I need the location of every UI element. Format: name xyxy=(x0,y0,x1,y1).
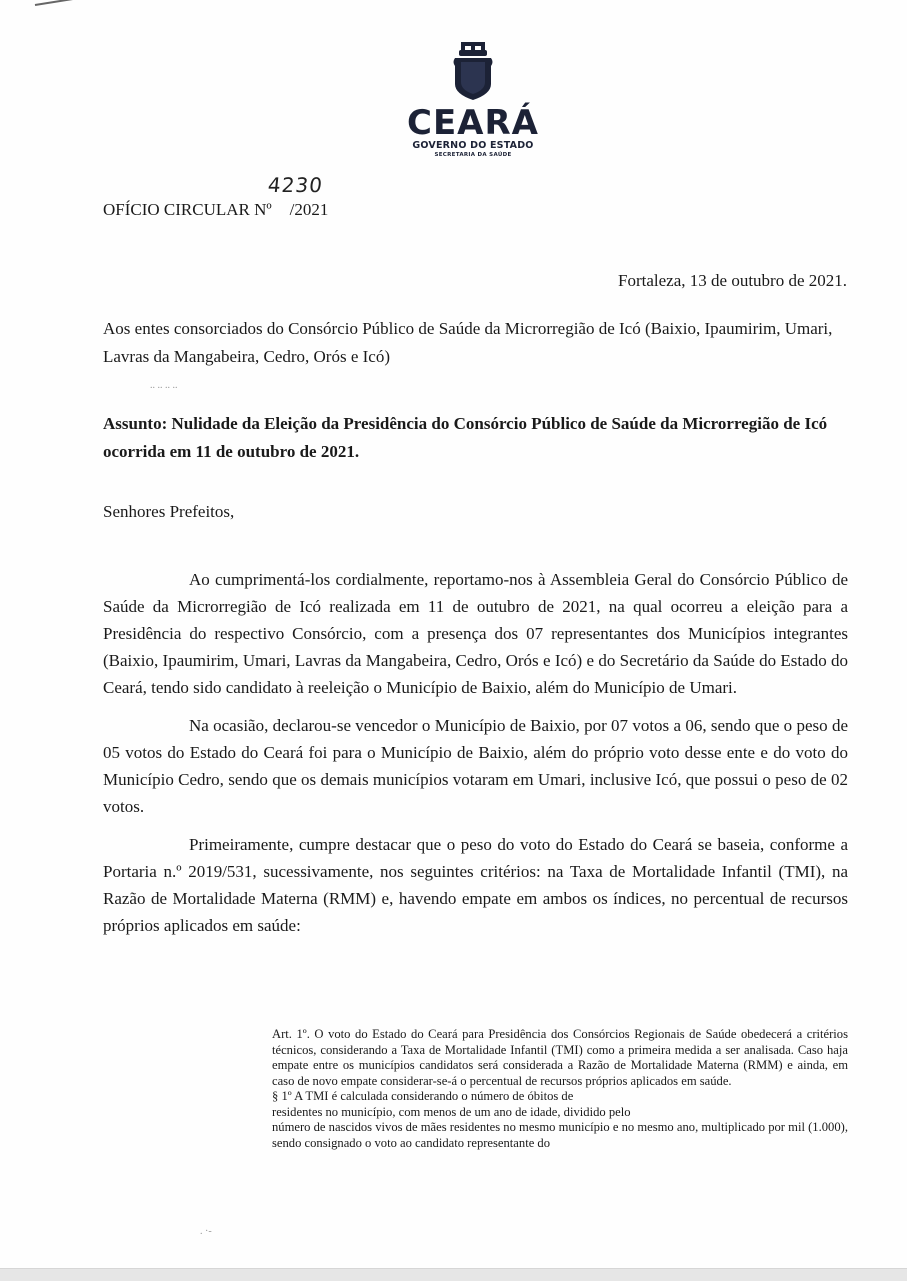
addressee: Aos entes consorciados do Consórcio Público de Saúde da Microrregião de Icó (Baixio, Ipaumirim, Umari, Lavras da Mangabeira, Cedro, Orós e Icó) xyxy=(103,319,833,366)
quote-article: Art. 1º. O voto do Estado do Ceará para Presidência dos Consórcios Regionais de Saúde obedecerá a critérios técnicos, considerando a Taxa de Mortalidade Infantil (TMI) como a primeira medida a ser analisada. Caso haja empate entre os municípios candidatos será considerada a Razão de Mortalidade Materna (RMM) e ainda, em caso de novo empate considerar-se-á o percentual de recursos próprios aplicados em saúde. xyxy=(272,1027,848,1088)
letter-body xyxy=(103,566,848,950)
quote-paragraph-line: residentes no município, com menos de um ano de idade, dividido pelo xyxy=(272,1104,631,1119)
quote-paragraph-line: § 1º A TMI é calculada considerando o número de óbitos de xyxy=(272,1089,574,1103)
letterhead-logo xyxy=(398,42,548,160)
scan-bottom-edge xyxy=(0,1268,907,1281)
scan-artifact-dots: .. .. .. .. xyxy=(150,380,178,391)
document-year: /2021 xyxy=(289,200,329,219)
document-identifier xyxy=(103,200,328,220)
letterhead-title: CEARÁ xyxy=(407,103,539,143)
document-type: OFÍCIO CIRCULAR Nº xyxy=(103,200,272,219)
scan-artifact-line xyxy=(35,0,102,6)
place-date: Fortaleza, 13 de outubro de 2021. xyxy=(618,271,847,290)
legal-quote-block xyxy=(272,1027,848,1151)
body-paragraph: Primeiramente, cumpre destacar que o peso do voto do Estado do Ceará se baseia, conforme a Portaria n.º 2019/531, sucessivamente, nos seguintes critérios: na Taxa de Mortalidade Infantil (TMI), na Razão de Mortalidade Materna (RMM) e, havendo empate em ambos os índices, no percentual de recursos próprios aplicados em saúde: xyxy=(103,835,848,935)
greeting: Senhores Prefeitos, xyxy=(103,502,235,521)
quote-paragraph-rest: número de nascidos vivos de mães residentes no mesmo município e no mesmo ano, multiplicado por mil (1.000), sendo consignado o voto ao candidato representante do xyxy=(272,1120,848,1150)
subject-line: Assunto: Nulidade da Eleição da Presidência do Consórcio Público de Saúde da Microrregião de Icó ocorrida em 11 de outubro de 2021. xyxy=(103,414,828,461)
body-paragraph: Ao cumprimentá-los cordialmente, reportamo-nos à Assembleia Geral do Consórcio Público de Saúde da Microrregião de Icó realizada em 11 de outubro de 2021, na qual ocorreu a eleição para a Presidência do respectivo Consórcio, com a presença dos 07 representantes dos Municípios integrantes (Baixio, Ipaumirim, Umari, Lavras da Mangabeira, Cedro, Orós e Icó) e do Secretário da Saúde do Estado do Ceará, tendo sido candidato à reeleição o Município de Baixio, além do Município de Umari. xyxy=(103,570,848,697)
scan-artifact-dots: . ·- xyxy=(200,1226,212,1237)
coat-of-arms-icon xyxy=(452,42,494,100)
handwritten-document-number: 4230 xyxy=(266,173,325,197)
body-paragraph: Na ocasião, declarou-se vencedor o Município de Baixio, por 07 votos a 06, sendo que o peso de 05 votos do Estado do Ceará foi para o Município de Baixio, além do próprio voto desse ente e do voto do Município Cedro, sendo que os demais municípios votaram em Umari, inclusive Icó, que possui o peso de 02 votos. xyxy=(103,716,848,816)
letterhead-department: SECRETARIA DA SAÚDE xyxy=(434,152,512,158)
letterhead-subtitle: GOVERNO DO ESTADO xyxy=(412,140,534,151)
